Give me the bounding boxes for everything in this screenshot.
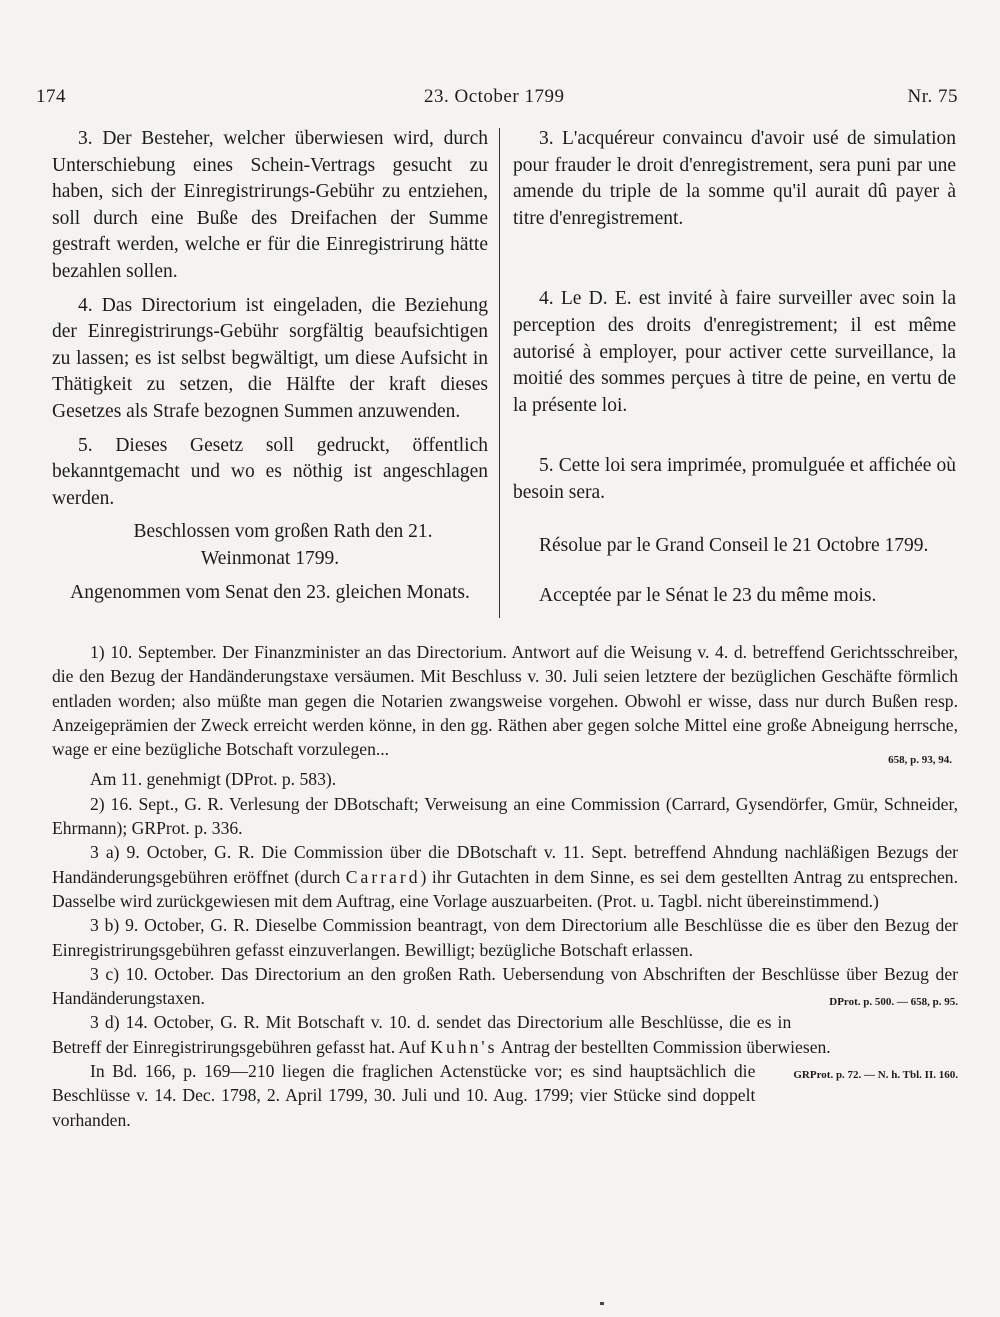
footnote-3d-text-cont: Antrag der bestellten Commission überwiesen.	[500, 1036, 831, 1057]
german-resolved-line: Beschlossen vom großen Rath den 21. Weinmonat 1799.	[133, 521, 433, 569]
page-date: 23. October 1799	[424, 86, 565, 107]
footnote-3a-name: Carrard	[345, 866, 421, 887]
footnote-3a	[52, 840, 958, 913]
footnote-3c-text: 3 c) 10. October. Das Directorium an den großen Rath. Uebersendung von Abschriften der Beschlüsse über Bezug der Handänderungstaxen.	[52, 963, 958, 1009]
column-divider	[499, 128, 500, 618]
footnote-3d-reference: GRProt. p. 72. — N. h. Tbl. II. 160.	[793, 1069, 958, 1082]
footnote-1-approval: Am 11. genehmigt (DProt. p. 583).	[90, 769, 337, 790]
footnote-3a-text: 3 a) 9. October, G. R. Die Commission über die DBotschaft v. 11. Sept. betreffend Ahndung nachläßigen Bezugs der Handänderungsgebühren eröffnet (durch	[52, 842, 958, 887]
french-article-5: 5. Cette loi sera imprimée, promulguée et affichée où besoin sera.	[513, 455, 956, 503]
footnote-3c-reference: DProt. p. 500. — 658, p. 95.	[829, 996, 958, 1009]
footnote-1-reference: 658, p. 93, 94.	[888, 754, 952, 767]
french-article-4: 4. Le D. E. est invité à faire surveiller avec soin la perception des droits d'enregistrement; il est même autorisé à employer, pour activer cette surveillance, la moitié des sommes perçues à titre de peine, en vertu de la présente loi.	[513, 288, 956, 416]
french-column	[513, 126, 956, 610]
document-number: Nr. 75	[907, 86, 958, 107]
german-accepted-line: Angenommen vom Senat den 23. gleichen Monats.	[70, 581, 470, 603]
german-article-5: 5. Dieses Gesetz soll gedruckt, öffentlich bekanntgemacht und wo es nöthig ist angeschlagen werden.	[52, 434, 488, 509]
footnote-4: In Bd. 166, p. 169—210 liegen die fraglichen Actenstücke vor; es sind hauptsächlich die Beschlüsse v. 14. Dec. 1798, 2. April 1799, 30. Juli und 10. Aug. 1799; vier Stücke sind doppelt vorhanden.	[52, 1061, 756, 1130]
footnote-3a-text-cont: ) ihr Gutachten in dem Sinne, es sei dem gestellten Antrag zu entsprechen. Dasselbe wird zurückgewiesen mit dem Auftrag, eine Vorlage auszuarbeiten. (Prot. u. Tagbl. nicht übereinstimmend.)	[52, 866, 959, 911]
german-column	[52, 126, 488, 606]
french-article-3: 3. L'acquéreur convaincu d'avoir usé de simulation pour frauder le droit d'enregistrement, sera puni par une amende du triple de la somme qu'il aurait dû payer à titre d'enregistrement.	[513, 128, 956, 229]
print-speck	[600, 1302, 604, 1305]
footnote-1: 1) 10. September. Der Finanzminister an das Directorium. Antwort auf die Weisung v. 4. d. betreffend Gerichtsschreiber, die den Bezug der Handänderungstaxe versäumen. Mit Beschluss v. 30. Juli seien letztere der bezüglichen Geschäfte förmlich entladen worden; also müßte man gegen die Notarien zwangsweise vorgehen. Obwohl er wisse, dass nur durch Bußen resp. Anzeigeprämien der Zweck erreicht werden könne, in den gg. Räthen aber gegen solche Mittel eine große Abneigung herrsche, wage er eine bezügliche Botschaft vorzulegen...	[52, 642, 958, 760]
german-article-4: 4. Das Directorium ist eingeladen, die Beziehung der Einregistrirungs-Gebühr sorgfältig beaufsichtigen zu lassen; es ist selbst begwältigt, um diese Aufsicht in Thätigkeit zu setzen, die Hälfte der kraft dieses Gesetzes als Strafe bezognen Summen anzuwenden.	[52, 294, 488, 422]
footnote-3d	[52, 1010, 958, 1082]
footnotes	[52, 640, 958, 1132]
french-accepted-line: Acceptée par le Sénat le 23 du même mois.	[539, 585, 877, 607]
footnote-2: 2) 16. Sept., G. R. Verlesung der DBotschaft; Verweisung an eine Commission (Carrard, Gysendörfer, Gmür, Schneider, Ehrmann); GRProt. p. 336.	[52, 793, 958, 839]
footnote-3b: 3 b) 9. October, G. R. Dieselbe Commission beantragt, von dem Directorium alle Beschlüsse die es über den Bezug der Einregistrirungsgebühren gefasst einzuverlangen. Bewilligt; bezügliche Botschaft erlassen.	[52, 915, 958, 960]
footnote-3c	[52, 962, 958, 1011]
footnote-3d-name: Kuhn's	[430, 1036, 498, 1057]
page-number: 174	[36, 86, 66, 107]
german-article-3: 3. Der Besteher, welcher überwiesen wird, durch Unterschiebung eines Schein-Vertrags gesucht zu haben, sich der Einregistrirungs-Gebühr zu entziehen, soll durch eine Buße des Dreifachen der Summe gestraft werden, welche er für die Einregistrirung hätte bezahlen sollen.	[52, 128, 488, 282]
french-resolved-line: Résolue par le Grand Conseil le 21 Octobre 1799.	[539, 534, 929, 556]
footnote-3d-text: 3 d) 14. October, G. R. Mit Botschaft v. 10. d. sendet das Directorium alle Beschlüsse, die es in Betreff der Einregistrirungsgebühren gefasst hat. Auf	[52, 1012, 792, 1057]
